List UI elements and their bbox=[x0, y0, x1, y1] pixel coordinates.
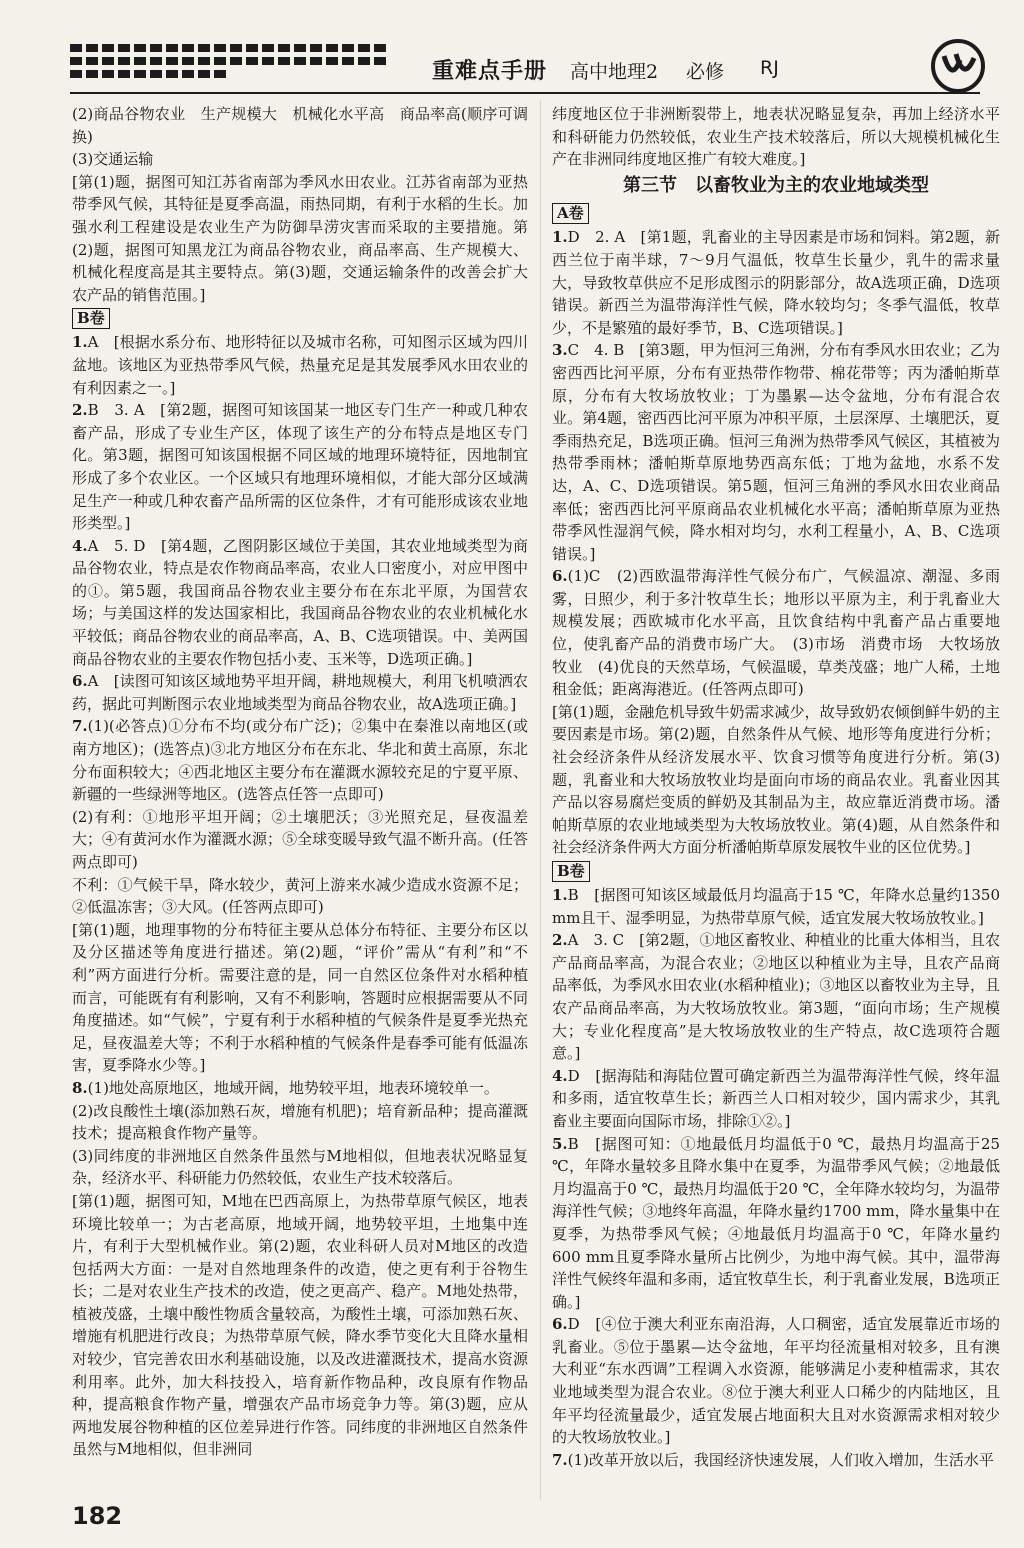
answer-item bbox=[552, 701, 1000, 859]
page-header bbox=[0, 0, 1024, 100]
question-number: 4. bbox=[72, 536, 88, 555]
answer-text: (1)C (2)西欧温带海洋性气候分布广，气候温凉、潮湿、多雨雾，日照少，利于多汁牧草生长；地形以平原为主，利于乳畜业大规模发展；西欧城市化水平高，且饮食结构中乳畜产品占重要地位，使乳畜产品的消费市场广大。 (3)市场 消费市场 大牧场放牧业 (4)优良的天然草场，气候温暖，草类茂盛；地广人稀，土地租金低；距离海港近。(任答两点即可) bbox=[552, 567, 1000, 699]
header-rule bbox=[70, 92, 980, 94]
answer-text: A [读图可知该区域地势平坦开阔，耕地规模大，利用飞机喷洒农药，据此可判断图示农业地域类型为商品谷物农业，故A选项正确。] bbox=[72, 672, 528, 713]
answer-text: [第(1)题，金融危机导致牛奶需求减少，故导致奶农倾倒鲜牛奶的主要因素是市场。第(2)题，自然条件从气候、地形等角度进行分析；社会经济条件从经济发展水平、饮食习惯等角度进行分析。第(3)题，乳畜业和大牧场放牧业均是面向市场的商品农业。乳畜业因其产品以容易腐烂变质的鲜奶及其制品为主，故应靠近消费市场。潘帕斯草原的农业地域类型为大牧场放牧业。第(4)题，从自然条件和社会经济条件两大方面分析潘帕斯草原发展牧牛业的区位优势。] bbox=[552, 702, 1000, 857]
answer-text: B [据图可知该区域最低月均温高于15 ℃，年降水总量约1350 mm且干、湿季明显，为热带草原气候，适宜发展大牧场放牧业。] bbox=[552, 886, 1000, 927]
answer-item bbox=[72, 715, 528, 805]
answer-text: B [据图可知：①地最低月均温低于0 ℃，最热月均温高于25 ℃，年降水量较多且降水集中在夏季，为温带季风气候；②地最低月均温高于0 ℃，最热月均温低于20 ℃，全年降水较均匀，为温带海洋性气候；③地终年高温，年降水量约1700 mm，降水量集中在夏季，为热带季风气候；④地最低月均温高于0 ℃，年降水量约600 mm且夏季降水量所占比例少，为地中海气候。其中，温带海洋性气候终年温和多雨，适宜牧草生长，利于乳畜业发展，B选项正确。] bbox=[552, 1134, 1000, 1311]
answer-item bbox=[552, 884, 1000, 929]
requirement-label: 必修 bbox=[686, 61, 725, 83]
answer-text: A 5. D [第4题，乙图阴影区域位于美国，其农业地域类型为商品谷物农业，特点是农作物商品率高，农业人口密度小，对应甲图中的①。第5题，我国商品谷物农业主要分布在东北平原，为国营农场；与美国这样的发达国家相比，我国商品谷物农业的农业机械化水平较低；商品谷物农业的商品率高，A、B、C选项错误。中、美两国商品谷物农业的主要农作物包括小麦、玉米等，D选项正确。] bbox=[72, 536, 528, 668]
page-number: 182 bbox=[72, 1502, 123, 1530]
answer-text: (2)改良酸性土壤(添加熟石灰，增施有机肥)；培育新品种；提高灌溉技术；提高粮食作物产量等。 bbox=[72, 1101, 528, 1143]
answer-text: 不利：①气候干旱，降水较少，黄河上游来水减少造成水资源不足；②低温冻害；③大风。(任答两点即可) bbox=[72, 875, 528, 917]
answer-item bbox=[72, 103, 528, 148]
section-tag: B卷 bbox=[72, 308, 110, 329]
answer-text: A 3. C [第2题，①地区畜牧业、种植业的比重大体相当，且农产品商品率高，为混合农业；②地区以种植业为主导，且农产品商品率低，为季风水田农业(水稻种植业)；③地区以畜牧业为主导，且农产品商品率高，为大牧场放牧业。第3题，“面向市场；生产规模大；专业化程度高”是大牧场放牧业的生产特点，故C选项符合题意。] bbox=[552, 931, 1000, 1063]
answer-text: (1)(必答点)①分布不均(或分布广泛)；②集中在秦淮以南地区(或南方地区)；(选答点)③北方地区分布在东北、华北和黄土高原，东北分布面积较大；④西北地区主要分布在灌溉水源较充足的宁夏平原、新疆的一些绿洲等地区。(选答点任答一点即可) bbox=[72, 717, 528, 804]
answer-text: [第(1)题，据图可知江苏省南部为季风水田农业。江苏省南部为亚热带季风气候，其特征是夏季高温，雨热同期，有利于水稻的生长。加强水利工程建设是农业生产为防御旱涝灾害而采取的主要措施。第(2)题，据图可知黑龙江为商品谷物农业，商品率高、生产规模大、机械化程度高是其主要特点。第(3)题，交通运输条件的改善会扩大农产品的销售范围。] bbox=[72, 172, 528, 304]
answer-item bbox=[72, 1100, 528, 1145]
answer-item bbox=[72, 535, 528, 671]
answer-text: (1)改革开放以后，我国经济快速发展，人们收入增加，生活水平 bbox=[567, 1450, 994, 1469]
section-tag: B卷 bbox=[552, 861, 590, 882]
subject-label: 高中地理2 bbox=[570, 61, 659, 83]
header-dot-pattern bbox=[70, 44, 400, 84]
answer-item bbox=[552, 1449, 1000, 1472]
question-number: 2. bbox=[552, 931, 568, 950]
answer-item bbox=[72, 399, 528, 535]
question-number: 1. bbox=[552, 228, 568, 247]
answer-text: D [④位于澳大利亚东南沿海，人口稠密，适宜发展靠近市场的乳畜业。⑤位于墨累—达令盆地，年平均径流量相对较多，且有澳大利亚“东水西调”工程调入水资源，能够满足小麦种植需求，其农业地域类型为混合农业。⑧位于澳大利亚人口稀少的内陆地区，且年平均径流量最少，适宜发展占地面积大且对水资源需求相对较少的大牧场放牧业。] bbox=[552, 1315, 1000, 1447]
answer-item bbox=[552, 565, 1000, 701]
question-number: 1. bbox=[552, 886, 568, 904]
publisher-logo-icon bbox=[930, 38, 986, 94]
answer-text: D [据海陆和海陆位置可确定新西兰为温带海洋性气候，终年温和多雨，适宜牧草生长；新西兰人口相对较少，国内需求少，其乳畜业主要面向国际市场，排除①②。] bbox=[552, 1066, 1000, 1130]
edition-label: RJ bbox=[760, 57, 779, 79]
question-number: 5. bbox=[552, 1134, 568, 1153]
answer-text: B 3. A [第2题，据图可知该国某一地区专门生产一种或几种农畜产品，形成了专业生产区，体现了该生产的分布特点是地区专门化。第3题，据图可知该国根据不同区域的地理环境特征，因地制宜形成了多个农业区。一个区域只有地理环境相似，才能大部分区域满足生产一种或几种农畜产品所需的区位条件，才有可能形成该农业地形类型。] bbox=[72, 401, 528, 533]
question-number: 1. bbox=[72, 333, 88, 352]
answer-item bbox=[72, 1190, 528, 1461]
answer-item bbox=[72, 331, 528, 399]
answer-text: (3)交通运输 bbox=[72, 150, 154, 169]
answer-item bbox=[72, 670, 528, 715]
section-title: 第三节 以畜牧业为主的农业地域类型 bbox=[623, 174, 929, 196]
answer-item bbox=[72, 806, 528, 874]
question-number: 8. bbox=[72, 1078, 88, 1097]
left-column bbox=[72, 103, 528, 1461]
answer-text: A [根据水系分布、地形特征以及城市名称，可知图示区域为四川盆地。该地区为亚热带季风气候，热量充足是其发展季风水田农业的有利因素之一。] bbox=[72, 333, 528, 397]
answer-item bbox=[552, 929, 1000, 1065]
answer-text: [第(1)题，地理事物的分布特征主要从总体分布特征、主要分布区以及分区描述等角度进行描述。第(2)题，“评价”需从“有利”和“不利”两方面进行分析。需要注意的是，同一自然区位条件对水稻种植而言，可能既有有利影响，又有不利影响，答题时应根据需要从不同角度描述。如“气候”，宁夏有利于水稻种植的气候条件是夏季光热充足，昼夜温差大等；不利于水稻种植的气候条件是春季可能有低温冻害，夏季降水少等。] bbox=[72, 920, 528, 1075]
answer-item bbox=[552, 1065, 1000, 1133]
answer-item bbox=[552, 1313, 1000, 1449]
question-number: 4. bbox=[552, 1066, 568, 1085]
answer-item bbox=[552, 339, 1000, 565]
answer-text: C 4. B [第3题，甲为恒河三角洲，分布有季风水田农业；乙为密西西比河平原，分布有亚热带作物带、棉花带等；丙为潘帕斯草原，分布有大牧场放牧业；丁为墨累—达令盆地，分布有混合农业。第4题，密西西比河平原为冲积平原，土层深厚、土壤肥沃，夏季雨热充足，B选项正确。恒河三角洲为热带季风气候区，其植被为热带季雨林；潘帕斯草原地势西高东低；丁地为盆地，水系不发达，A、C、D选项错误。第5题，恒河三角洲的季风水田农业商品率低；密西西比河平原商品农业机械化水平高；潘帕斯草原为亚热带季风性湿润气候，降水相对均匀，水利工程量小，A、B、C选项错误。] bbox=[552, 341, 1000, 563]
section-tag: A卷 bbox=[552, 203, 589, 224]
question-number: 6. bbox=[552, 567, 568, 586]
question-number: 2. bbox=[72, 401, 88, 420]
question-number: 3. bbox=[552, 341, 568, 360]
question-number: 7. bbox=[72, 717, 88, 736]
answer-text: (1)地处高原地区，地域开阔，地势较平坦，地表环境较单一。 bbox=[87, 1078, 499, 1097]
right-column bbox=[552, 103, 1000, 1471]
answer-item bbox=[72, 1077, 528, 1100]
answer-item bbox=[72, 171, 528, 307]
right-column-intro: 纬度地区位于非洲断裂带上，地表状况略显复杂，再加上经济水平和科研能力仍然较低，农业生产技术较落后，所以大规模机械化生产在非洲同纬度地区推广有较大难度。] bbox=[552, 105, 1000, 169]
answer-text: (3)同纬度的非洲地区自然条件虽然与M地相似，但地表状况略显复杂，经济水平、科研能力仍然较低，农业生产技术较落后。 bbox=[72, 1146, 528, 1188]
answer-item bbox=[72, 1145, 528, 1190]
answer-text: (2)商品谷物农业 生产规模大 机械化水平高 商品率高(顺序可调换) bbox=[72, 105, 528, 146]
question-number: 6. bbox=[72, 672, 88, 691]
answer-text: [第(1)题，据图可知，M地在巴西高原上，为热带草原气候区，地表环境比较单一；为古老高原，地域开阔，地势较平坦，土地集中连片，有利于大型机械作业。第(2)题，农业科研人员对M地区的改造包括两大方面：一是对自然地理条件的改造，使之更有利于谷物生长；二是对农业生产技术的改造，使之更高产、稳产。M地处热带，植被茂盛，土壤中酸性物质含量较高，为酸性土壤，可添加熟石灰、增施有机肥进行改良；为热带草原气候，降水季节变化大且降水量相对较少，官完善农田水利基础设施，以及改进灌溉技术，提高水资源利用率。此外，加大科技投入，培育新作物品种，改良原有作物品种，提高粮食作物产量，增强农产品市场竞争力等。第(3)题，应从两地发展谷物种植的区位差异进行作答。同纬度的非洲地区自然条件虽然与M地相似，但非洲同 bbox=[72, 1191, 528, 1459]
answer-text: (2)有利：①地形平坦开阔；②土壤肥沃；③光照充足，昼夜温差大；④有黄河水作为灌溉水源；⑤全球变暖导致气温不断升高。(任答两点即可) bbox=[72, 807, 528, 871]
answer-item bbox=[72, 148, 528, 171]
answer-item bbox=[552, 1133, 1000, 1314]
book-title: 重难点手册 bbox=[432, 58, 548, 84]
column-divider bbox=[540, 100, 541, 1500]
answer-item bbox=[72, 874, 528, 919]
question-number: 6. bbox=[552, 1315, 568, 1334]
answer-item bbox=[72, 919, 528, 1077]
answer-item bbox=[552, 226, 1000, 339]
answer-text: D 2. A [第1题，乳畜业的主导因素是市场和饲料。第2题，新西兰位于南半球，7～9月气温低，牧草生长量少，乳牛的需求量大，导致牧草供应不足形成图示的阴影部分，故A选项正确，D选项错误。新西兰为温带海洋性气候，降水较均匀；冬季气温低，牧草少，不是繁殖的最好季节，B、C选项错误。] bbox=[552, 228, 1000, 337]
question-number: 7. bbox=[552, 1450, 568, 1469]
